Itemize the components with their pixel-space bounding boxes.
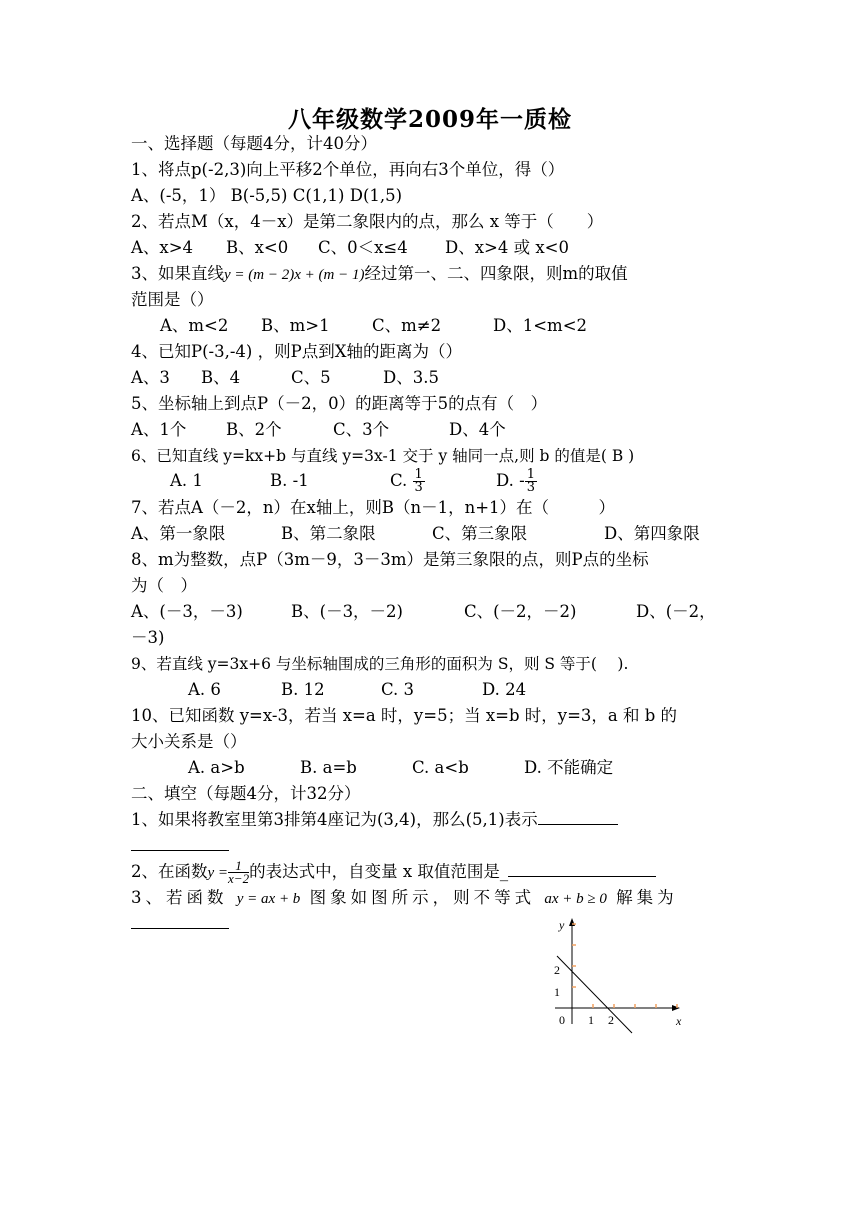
option-c: C、(－2，－2): [464, 602, 577, 621]
option-c: C、第三象限: [432, 524, 528, 543]
option-c: C. a<b: [412, 758, 469, 777]
answer-blank: [508, 862, 656, 877]
option-c: C. 3: [381, 680, 415, 699]
option-a: A、(－3，－3): [131, 602, 243, 621]
section-heading-fill: 二、填空（每题4分，计32分）: [131, 784, 361, 803]
option-a: A、1个: [131, 420, 187, 439]
inequality-formula: ax + b ≥ 0: [544, 891, 607, 907]
question-2: 2、若点M（x，4－x）是第二象限内的点，那么 x 等于（ ）: [131, 212, 604, 231]
option-d: D、1<m<2: [493, 316, 588, 335]
function-formula: y = ax + b: [236, 891, 301, 907]
option-b: B、(－3，－2): [291, 602, 403, 621]
question-3-suffix: 经过第一、二、四象限，则m的取值: [364, 264, 628, 283]
question-10-options: [188, 756, 613, 780]
section-heading-choice: 一、选择题（每题4分，计40分）: [131, 134, 377, 153]
fraction-one-third: $\frac{1}{3}$: [526, 467, 535, 495]
y-axis-arrow: [569, 918, 575, 926]
option-d: D. 24: [482, 680, 527, 699]
fraction-one-third: $\frac{1}{3}$: [414, 467, 423, 495]
option-b: B、第二象限: [281, 524, 376, 543]
function-fraction: $\frac{1}{x-2}$: [228, 858, 250, 886]
function-graph: [545, 912, 690, 1034]
option-c: C、0＜x≤4: [318, 238, 408, 257]
fill-question-2-prefix: 2、在函数: [131, 862, 208, 881]
question-1: 1、将点p(-2,3)向上平移2个单位，再向右3个单位，得（）: [131, 160, 565, 179]
question-10-line2: 大小关系是（）: [131, 732, 247, 751]
question-3: [131, 262, 628, 287]
option-a: A. a>b: [188, 758, 245, 777]
y-tick-label-1: 1: [554, 985, 560, 999]
option-b: B、m>1: [261, 316, 330, 335]
question-4: 4、已知P(-3,-4) ，则P点到X轴的距离为（）: [131, 342, 462, 361]
question-7: 7、若点A（－2，n）在x轴上，则B（n－1，n+1）在（ ）: [131, 498, 616, 517]
option-b: B. 12: [281, 680, 325, 699]
question-8: 8、m为整数，点P（3m－9，3－3m）是第三象限的点，则P点的坐标: [131, 550, 649, 569]
option-b: B、2个: [226, 420, 282, 439]
option-a: A. 6: [188, 680, 221, 699]
option-d: D、第四象限: [604, 524, 700, 543]
fill-question-2: [131, 860, 656, 885]
question-3-options: [160, 314, 587, 338]
fill-question-1: [131, 808, 618, 832]
question-9-options: [188, 678, 526, 702]
question-9: 9、若直线 y=3x+6 与坐标轴围成的三角形的面积为 S，则 S 等于( ).: [131, 655, 629, 673]
option-c: C. $\frac{1}{3}$: [390, 467, 423, 495]
question-6: 6、已知直线 y=kx+b 与直线 y=3x-1 交于 y 轴同一点,则 b 的值是( B ): [131, 447, 635, 465]
fill-question-3-suffix: 解集为: [616, 888, 678, 907]
option-a: A、第一象限: [131, 524, 226, 543]
question-2-options: [131, 236, 569, 260]
option-b: B. -1: [270, 471, 309, 490]
question-1-options: A、(-5，1） B(-5,5) C(1,1) D(1,5): [131, 186, 403, 205]
y-axis-label: y: [559, 918, 565, 932]
question-3-line2: 范围是（）: [131, 290, 214, 309]
option-a: A、3: [131, 368, 170, 387]
y-tick-label-2: 2: [554, 963, 560, 977]
question-3-prefix: 3、如果直线: [131, 264, 224, 283]
question-8-options: [131, 600, 716, 624]
question-3-formula: y = (m − 2)x + (m − 1): [224, 267, 365, 283]
question-6-options: [170, 469, 537, 494]
option-b: B、x<0: [226, 238, 289, 257]
fill-question-3: [131, 886, 678, 911]
x-tick-label-1: 1: [588, 1013, 594, 1027]
axis-ticks: [572, 924, 677, 1008]
page-title: 八年级数学2009年一质检: [287, 106, 572, 133]
option-d: D、(－2，: [636, 602, 716, 621]
option-b: B、4: [201, 368, 241, 387]
x-axis-label: x: [676, 1014, 682, 1028]
option-c: C、m≠2: [372, 316, 442, 335]
x-tick-label-2: 2: [608, 1013, 614, 1027]
option-b: B. a=b: [300, 758, 357, 777]
option-c: C、5: [291, 368, 331, 387]
function-y: y =: [207, 865, 229, 881]
answer-blank: [131, 914, 229, 929]
fill-question-3-middle: 图象如图所示，则不等式: [309, 888, 536, 907]
fill-question-2-suffix: 的表达式中，自变量 x 取值范围是_: [249, 862, 509, 881]
fill-question-3-continued: [131, 912, 229, 936]
question-5: 5、坐标轴上到点P（－2，0）的距离等于5的点有（ ）: [131, 394, 548, 413]
option-d: D、4个: [449, 420, 506, 439]
option-d: D. 不能确定: [524, 758, 614, 777]
fill-question-3-prefix: 3、若函数: [131, 888, 228, 907]
question-5-options: [131, 418, 506, 442]
x-axis-arrow: [672, 1005, 680, 1011]
option-a: A、m<2: [160, 316, 229, 335]
option-d: D. - $\frac{1}{3}$: [496, 467, 535, 495]
question-10: 10、已知函数 y=x-3，若当 x=a 时，y=5；当 x=b 时，y=3，a 和 b 的: [131, 706, 678, 725]
fill-question-1-continued: [131, 834, 229, 858]
question-7-options: [131, 522, 700, 546]
function-line: [557, 956, 632, 1033]
question-8-line4: －3): [131, 628, 165, 647]
answer-blank: [131, 836, 229, 851]
option-d: D、x>4 或 x<0: [445, 238, 569, 257]
option-c: C、3个: [333, 420, 390, 439]
origin-label: 0: [559, 1013, 565, 1027]
question-4-options: [131, 366, 439, 390]
answer-blank: [538, 810, 618, 825]
option-d: D、3.5: [383, 368, 439, 387]
option-a: A、x>4: [131, 238, 194, 257]
question-8-line2: 为（ ）: [131, 576, 197, 595]
option-a: A. 1: [170, 471, 203, 490]
fill-question-1-text: 1、如果将教室里第3排第4座记为(3,4)，那么(5,1)表示: [131, 810, 538, 829]
